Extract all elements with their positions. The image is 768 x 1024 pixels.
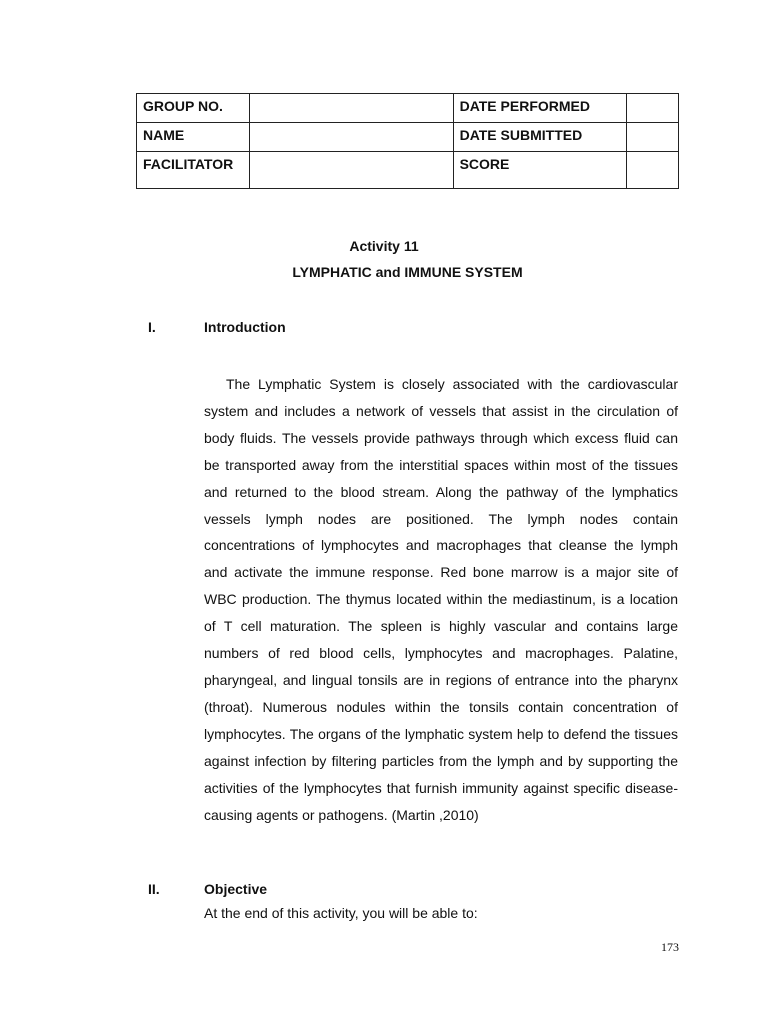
group-value-cell (250, 94, 453, 123)
section-title-introduction: Introduction (204, 319, 286, 335)
date-performed-value-cell (626, 94, 678, 123)
name-value-cell (250, 123, 453, 152)
activity-number: Activity 11 (349, 238, 419, 254)
table-row (137, 152, 679, 189)
date-performed-label: DATE PERFORMED (453, 94, 626, 123)
table-row (137, 94, 679, 123)
introduction-paragraph: The Lymphatic System is closely associated with the cardiovascular system and includes a network of vessels that assist in the circulation of body fluids. The vessels provide pathways through which excess fluid can be transported away from the interstitial spaces within most of the tissues and returned to the blood stream. Along the pathway of the lymphatics vessels lymph nodes are positioned. The lymph nodes contain concentrations of lymphocytes and macrophages that cleanse the lymph and activate the immune response. Red bone marrow is a major site of WBC production. The thymus located within the mediastinum, is a location of T cell maturation. The spleen is highly vascular and contains large numbers of red blood cells, lymphocytes and macrophages. Palatine, pharyngeal, and lingual tonsils are in regions of entrance into the pharynx (throat). Numerous nodules within the tonsils contain concentration of lymphocytes. The organs of the lymphatic system help to defend the tissues against infection by filtering particles from the lymph and by supporting the activities of the lymphocytes that furnish immunity against specific disease-causing agents or pathogens. (Martin ,2010) (204, 376, 678, 823)
date-submitted-label: DATE SUBMITTED (453, 123, 626, 152)
activity-title: LYMPHATIC and IMMUNE SYSTEM (292, 264, 523, 280)
name-label: NAME (137, 123, 250, 152)
date-submitted-value-cell (626, 123, 678, 152)
section-title-objective: Objective (204, 881, 268, 897)
objective-lead-text: At the end of this activity, you will be able to: (204, 905, 478, 921)
page-number: 173 (661, 940, 679, 954)
score-value-cell (626, 152, 678, 189)
section-numeral-introduction: I. (148, 319, 156, 335)
facilitator-label: FACILITATOR (137, 152, 250, 189)
table-row (137, 123, 679, 152)
facilitator-value-cell (250, 152, 453, 189)
header-info-table (136, 93, 679, 189)
score-label: SCORE (453, 152, 626, 189)
section-numeral-objective: II. (148, 881, 160, 897)
group-label: GROUP NO. (137, 94, 250, 123)
